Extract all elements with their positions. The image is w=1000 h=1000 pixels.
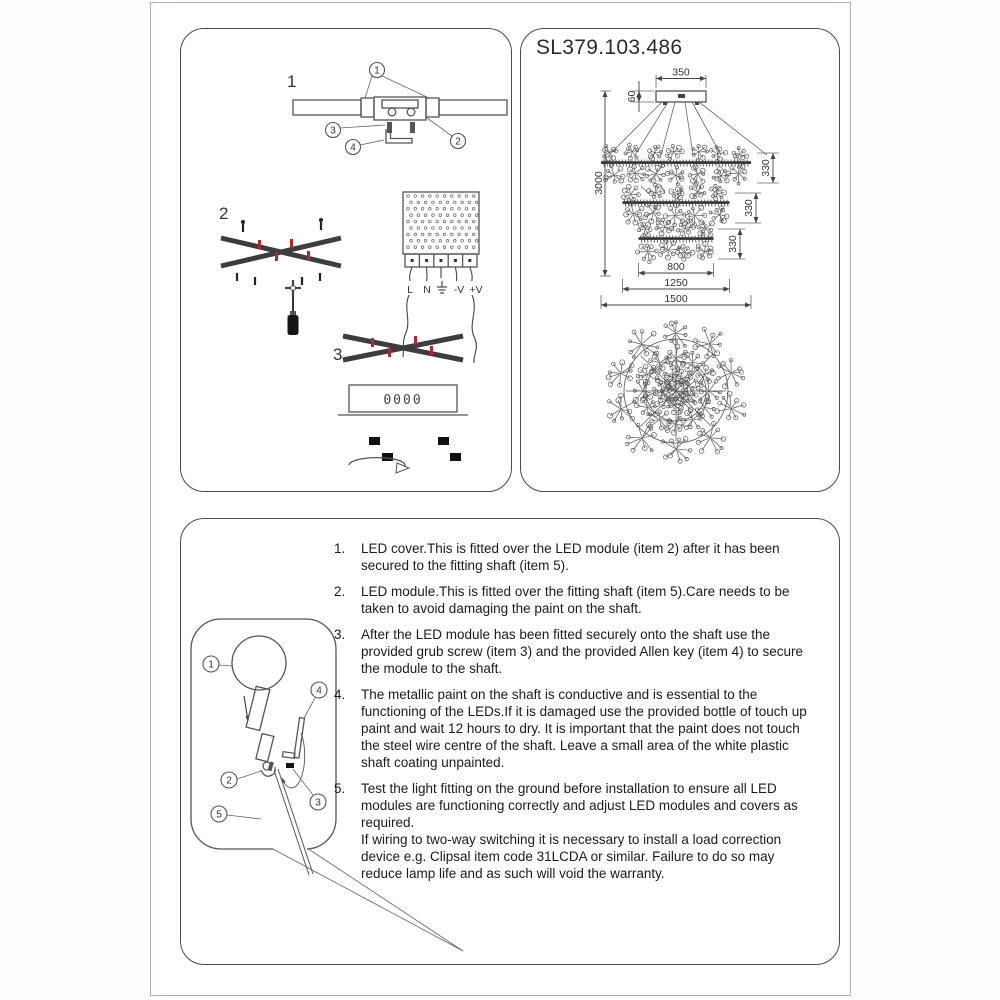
terminal-negV: -V xyxy=(453,284,465,296)
red-screw-icon xyxy=(430,346,433,355)
instructions-panel xyxy=(180,518,840,965)
grub-screw-icon xyxy=(410,122,415,133)
dim-3000 xyxy=(593,91,611,276)
instruction-item xyxy=(334,686,826,771)
instruction-text: LED cover.This is fitted over the LED module (item 2) after it has been secured to the fitting shaft (item 5). xyxy=(361,541,780,573)
mounting-lug-icon xyxy=(369,437,380,445)
svg-text:330: 330 xyxy=(743,199,755,217)
driver-vent-holes xyxy=(407,195,478,249)
dimensions-panel xyxy=(520,28,840,492)
canopy-drawing xyxy=(656,91,706,105)
chandelier-tier-1 xyxy=(601,143,751,185)
dim-330-tier3 xyxy=(718,229,745,259)
dim-330-tier1 xyxy=(757,153,779,183)
step3-number: 3 xyxy=(333,345,343,364)
instruction-item-continuation xyxy=(334,831,826,882)
instruction-list xyxy=(334,540,826,891)
svg-text:60: 60 xyxy=(626,90,638,103)
callout-4: 4 xyxy=(350,142,356,154)
red-screw-icon xyxy=(414,336,417,345)
detail-callout-1: 1 xyxy=(208,659,214,671)
instruction-item xyxy=(334,540,826,574)
assembly-diagrams xyxy=(181,29,511,491)
step3-cross-frame-diagram xyxy=(333,336,463,364)
red-screw-icon xyxy=(258,240,261,249)
callout-1: 1 xyxy=(374,65,380,77)
led-module-drawing xyxy=(256,734,274,762)
dim-1250 xyxy=(623,277,730,293)
red-screw-icon xyxy=(275,252,278,261)
canopy-mounting-diagram xyxy=(338,385,468,473)
chandelier-top-view xyxy=(606,321,746,463)
dim-60 xyxy=(626,81,654,112)
instruction-item xyxy=(334,626,826,677)
detail-callout-5: 5 xyxy=(216,809,222,821)
instruction-number: 2. xyxy=(334,584,346,599)
mounting-lug-icon xyxy=(438,437,449,445)
canopy-holes-code: 0000 xyxy=(383,393,423,408)
step1-number: 1 xyxy=(287,72,297,91)
instruction-item xyxy=(334,780,826,831)
earth-ground-icon xyxy=(437,281,447,293)
mounting-lug-icon xyxy=(382,453,393,461)
allen-key-icon xyxy=(386,130,412,143)
red-screw-icon xyxy=(290,239,293,248)
svg-text:800: 800 xyxy=(667,261,685,273)
grub-screw-icon xyxy=(286,763,294,768)
callout-2: 2 xyxy=(455,136,461,148)
detail-callout-2: 2 xyxy=(226,775,232,787)
red-screw-icon xyxy=(307,251,310,260)
instruction-number: 1. xyxy=(334,541,346,556)
instruction-item xyxy=(334,583,826,617)
grub-screw-icon xyxy=(387,122,392,133)
dim-350 xyxy=(656,67,706,89)
allen-key-icon xyxy=(282,716,304,759)
svg-text:1500: 1500 xyxy=(664,293,688,305)
instruction-number: 5. xyxy=(334,781,346,796)
svg-text:3000: 3000 xyxy=(593,171,605,195)
step1-led-module-diagram xyxy=(287,63,507,155)
dim-1500 xyxy=(601,293,751,309)
instruction-number: 4. xyxy=(334,687,346,702)
dimension-drawing xyxy=(521,29,839,491)
instruction-text: If wiring to two-way switching it is necessary to install a load correction device e.g. Clipsal item code 31LCDA or similar. Failure to do so may reduce lamp life and as such will void the warranty. xyxy=(361,832,782,881)
led-cover-stem xyxy=(246,686,270,730)
chandelier-tier-2 xyxy=(622,183,730,227)
terminal-N: N xyxy=(423,284,431,296)
model-number: SL379.103.486 xyxy=(536,36,683,59)
instruction-number xyxy=(334,831,361,882)
svg-text:1250: 1250 xyxy=(664,277,688,289)
callout-3: 3 xyxy=(330,125,336,137)
svg-text:350: 350 xyxy=(672,66,690,79)
detail-callout-4: 4 xyxy=(316,685,322,697)
screwdriver-icon xyxy=(285,280,301,335)
red-screw-icon xyxy=(371,338,374,347)
assembly-diagrams-panel xyxy=(180,28,512,492)
dim-330-tier2 xyxy=(735,193,761,223)
led-cover-drawing xyxy=(232,636,286,690)
fit-direction-arrow xyxy=(244,696,248,721)
instruction-text: After the LED module has been fitted securely onto the shaft use the provided grub screw (item 3) and the provided Allen key (item 4) to secure the module to the shaft. xyxy=(361,627,803,676)
terminal-posV: +V xyxy=(469,284,483,296)
terminal-L: L xyxy=(407,284,413,296)
svg-text:330: 330 xyxy=(760,159,772,177)
chandelier-tier-3 xyxy=(635,218,714,263)
detail-callout-3: 3 xyxy=(315,797,321,809)
step2-cross-frame-diagram xyxy=(219,204,341,335)
instruction-text: Test the light fitting on the ground before installation to ensure all LED modules are functioning correctly and adjust LED modules and covers as required. xyxy=(361,781,798,830)
instruction-text: LED module.This is fitted over the fitting shaft (item 5).Care needs to be taken to avoid damaging the paint on the shaft. xyxy=(361,584,790,616)
mounting-lug-icon xyxy=(450,453,461,461)
step2-number: 2 xyxy=(219,204,229,223)
instruction-number: 3. xyxy=(334,627,346,642)
instruction-text: The metallic paint on the shaft is conductive and is essential to the functioning of the LEDs.If it is damaged use the provided bottle of touch up paint and wait 12 hours to dry. It is important that the paint does not touch the steel wire centre of the shaft. Leave a small area of the white plastic shaft coating unpainted. xyxy=(361,687,807,770)
svg-text:330: 330 xyxy=(727,235,739,253)
red-screw-icon xyxy=(388,348,391,357)
